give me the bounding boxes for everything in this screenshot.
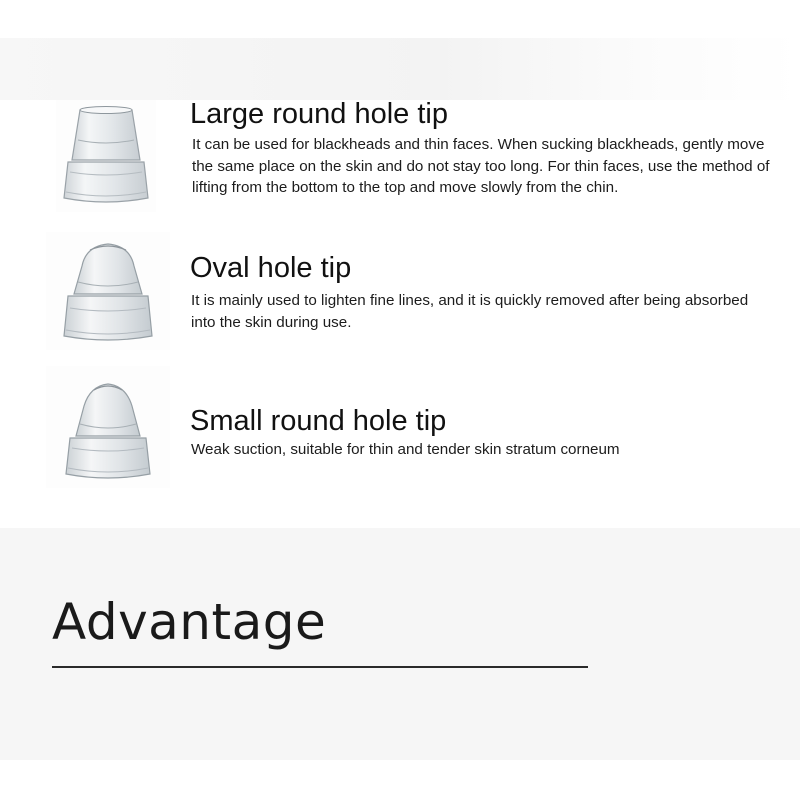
tip-description: Weak suction, suitable for thin and tender skin stratum corneum	[191, 441, 620, 458]
tip-description: It can be used for blackheads and thin faces. When sucking blackheads, gently move the same place on the skin and do not stay too long. For thin faces, use the method of lifting from the bottom to the top and move slowly from the chin.	[192, 136, 770, 196]
small-round-tip-icon	[46, 366, 170, 488]
tip-title: Large round hole tip	[190, 98, 448, 130]
oval-tip-icon	[46, 232, 170, 350]
advantage-divider	[52, 666, 588, 668]
tip-title: Small round hole tip	[190, 405, 447, 437]
tip-title: Oval hole tip	[190, 252, 352, 284]
tip-description: It is mainly used to lighten fine lines, and it is quickly removed after being absorbed into the skin during use.	[191, 292, 749, 331]
large-round-tip-icon	[56, 100, 156, 212]
advantage-heading: Advantage	[52, 593, 327, 651]
top-banner-strip	[0, 38, 800, 100]
